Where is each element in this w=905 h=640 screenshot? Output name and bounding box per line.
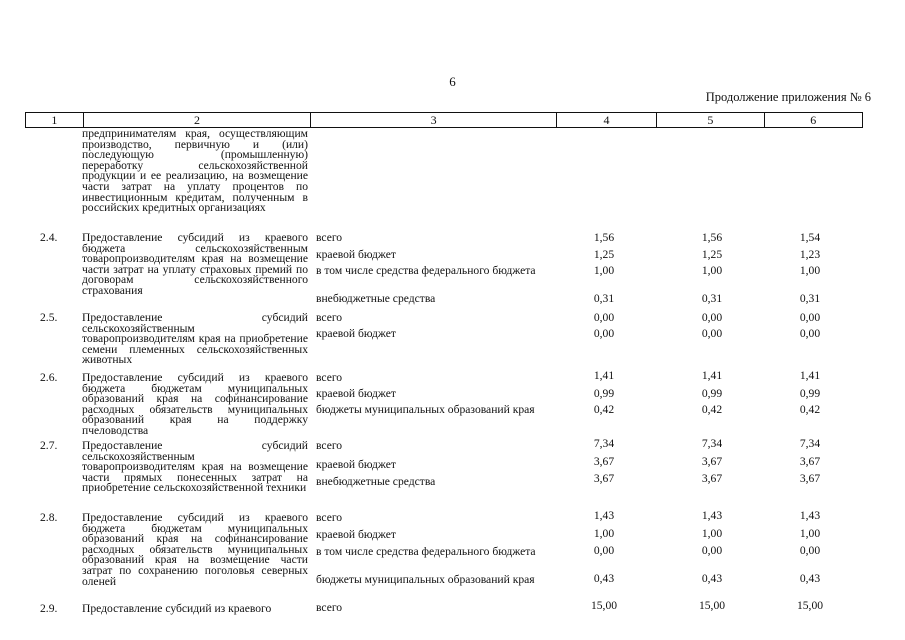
value-col6: 1,00 — [799, 527, 821, 540]
value-col5: 0,31 — [701, 292, 723, 305]
value-col4: 0,99 — [593, 387, 615, 400]
row-number: 2.5. — [40, 311, 58, 324]
value-col4: 0,43 — [593, 572, 615, 585]
funding-source: всего — [316, 311, 343, 324]
row-description: Предоставление субсидий из краевого бюджета бюджетам муниципальных образований края на софинансирование расходных обязательств муниципальных образований края на возмещение части затрат по сохранению поголовья северных оленей — [82, 511, 308, 588]
value-col4: 3,67 — [593, 455, 615, 468]
row-number: 2.6. — [40, 371, 58, 384]
value-col4: 1,41 — [593, 369, 615, 382]
funding-source: бюджеты муниципальных образований края — [316, 403, 535, 416]
value-col6: 3,67 — [799, 455, 821, 468]
row-description: Предоставление субсидий из краевого — [82, 602, 272, 615]
value-col6: 0,31 — [799, 292, 821, 305]
value-col6: 0,00 — [799, 311, 821, 324]
value-col4: 15,00 — [590, 599, 618, 612]
funding-source: краевой бюджет — [316, 327, 396, 340]
value-col4: 0,00 — [593, 544, 615, 557]
value-col5: 0,43 — [701, 572, 723, 585]
value-col6: 1,43 — [799, 509, 821, 522]
value-col5: 3,67 — [701, 472, 723, 485]
funding-source: краевой бюджет — [316, 248, 396, 261]
value-col5: 1,43 — [701, 509, 723, 522]
funding-source: краевой бюджет — [316, 387, 396, 400]
value-col5: 0,00 — [701, 544, 723, 557]
value-col6: 3,67 — [799, 472, 821, 485]
value-col6: 1,00 — [799, 264, 821, 277]
value-col5: 1,25 — [701, 248, 723, 261]
value-col6: 1,23 — [799, 248, 821, 261]
row-description: Предоставление субсидий из краевого бюджета сельскохозяйственным товаропроизводителям края на возмещение части затрат на уплату страховых премий по договорам сельскохозяйственного страхования — [82, 231, 308, 297]
value-col5: 7,34 — [701, 437, 723, 450]
row-number: 2.7. — [40, 439, 58, 452]
funding-source: бюджеты муниципальных образований края — [316, 573, 535, 586]
value-col6: 0,00 — [799, 544, 821, 557]
value-col4: 0,00 — [593, 311, 615, 324]
row-number: 2.9. — [40, 602, 58, 615]
value-col4: 3,67 — [593, 472, 615, 485]
value-col4: 0,31 — [593, 292, 615, 305]
value-col5: 1,41 — [701, 369, 723, 382]
row-number: 2.8. — [40, 511, 58, 524]
value-col5: 0,00 — [701, 311, 723, 324]
value-col4: 1,56 — [593, 231, 615, 244]
value-col4: 7,34 — [593, 437, 615, 450]
value-col6: 15,00 — [796, 599, 824, 612]
value-col6: 1,41 — [799, 369, 821, 382]
funding-source: краевой бюджет — [316, 528, 396, 541]
column-header-1: 1 — [51, 113, 58, 127]
funding-source: всего — [316, 439, 343, 452]
value-col4: 1,25 — [593, 248, 615, 261]
column-header-2: 2 — [83, 113, 311, 127]
value-col4: 1,00 — [593, 264, 615, 277]
row-description: Предоставление субсидий сельскохозяйственным товаропроизводителям края на возмещение части прямых понесенных затрат на приобретение сельскохозяйственной техники — [82, 439, 308, 495]
table-header — [25, 112, 863, 128]
funding-source: всего — [316, 371, 343, 384]
value-col5: 0,00 — [701, 327, 723, 340]
value-col5: 0,42 — [701, 403, 723, 416]
funding-source: всего — [316, 231, 343, 244]
intro-description: предпринимателям края, осуществляющим производство, первичную и (или) последующую (промышленную) переработку сельскохозяйственной продукции и ее реализацию, на возмещение части затрат на уплату процентов по инвестиционным кредитам, полученным в российских кредитных организациях — [82, 127, 308, 215]
value-col6: 0,43 — [799, 572, 821, 585]
column-header-6: 6 — [764, 113, 862, 127]
page-number: 6 — [449, 74, 456, 89]
value-col6: 0,99 — [799, 387, 821, 400]
value-col5: 1,00 — [701, 264, 723, 277]
funding-source: всего — [316, 601, 343, 614]
column-header-4: 4 — [556, 113, 656, 127]
value-col5: 15,00 — [698, 599, 726, 612]
funding-source: в том числе средства федерального бюджета — [316, 545, 536, 558]
funding-source: внебюджетные средства — [316, 475, 436, 488]
row-description: Предоставление субсидий сельскохозяйственным товаропроизводителям края на приобретение семени племенных сельскохозяйственных животных — [82, 311, 308, 367]
value-col4: 0,00 — [593, 327, 615, 340]
value-col5: 1,00 — [701, 527, 723, 540]
value-col6: 1,54 — [799, 231, 821, 244]
row-number: 2.4. — [40, 231, 58, 244]
funding-source: в том числе средства федерального бюджета — [316, 264, 536, 277]
value-col6: 0,00 — [799, 327, 821, 340]
continuation-note: Продолжение приложения № 6 — [705, 90, 871, 104]
value-col4: 0,42 — [593, 403, 615, 416]
value-col4: 1,43 — [593, 509, 615, 522]
value-col5: 3,67 — [701, 455, 723, 468]
funding-source: краевой бюджет — [316, 458, 396, 471]
column-header-3: 3 — [310, 113, 556, 127]
value-col5: 0,99 — [701, 387, 723, 400]
value-col6: 7,34 — [799, 437, 821, 450]
value-col6: 0,42 — [799, 403, 821, 416]
row-description: Предоставление субсидий из краевого бюджета бюджетам муниципальных образований края на софинансирование расходных обязательств муниципальных образований края на поддержку пчеловодства — [82, 371, 308, 437]
value-col4: 1,00 — [593, 527, 615, 540]
funding-source: внебюджетные средства — [316, 292, 436, 305]
column-header-5: 5 — [656, 113, 763, 127]
funding-source: всего — [316, 511, 343, 524]
value-col5: 1,56 — [701, 231, 723, 244]
